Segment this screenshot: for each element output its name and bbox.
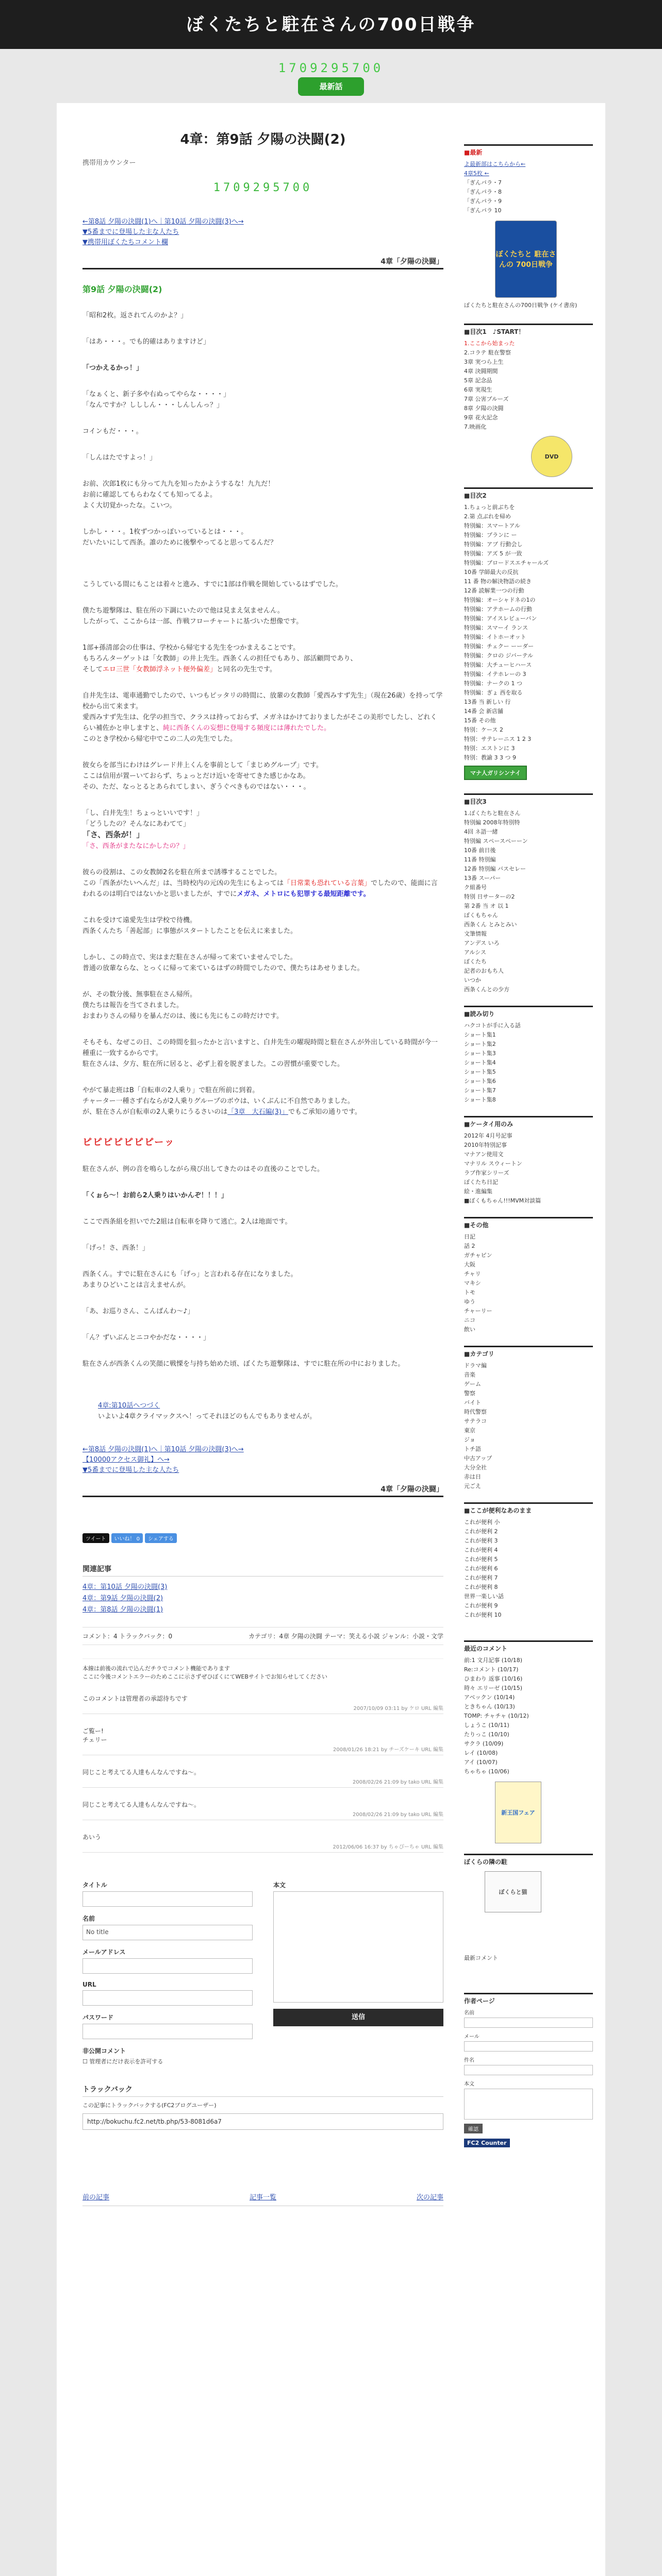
sidebar-toc3-title: ■目次3	[464, 793, 593, 806]
sidebar-item[interactable]: マナリル スウィートン	[464, 1160, 522, 1167]
sidebar-item[interactable]: ショート集4	[464, 1059, 496, 1066]
sidebar-item[interactable]: 特別編：チェクー ーーダー	[464, 643, 534, 650]
related-item[interactable]: 4章：第8話 夕陽の決闘(1)	[82, 1606, 163, 1614]
sidebar-item[interactable]: 元ごえ	[464, 1483, 481, 1489]
sidebar-item[interactable]: 特別編：ぎょ 西を取る	[464, 689, 523, 696]
sidebar-item[interactable]: 「ぎんパラ 10	[464, 207, 502, 214]
social-buttons	[82, 1533, 443, 1543]
sidebar-item[interactable]: バイト	[464, 1399, 481, 1406]
text: 1部+孫清部会の仕事は、学校から帰宅する先生をつかまえることです。 もちろんターゲットは「女教師」の井上先生。西条くんの担任でもあり、部活顧問であり、 そして	[82, 644, 357, 673]
sidebar-item[interactable]: アイ (10/07)	[464, 1759, 498, 1766]
sidebar-item[interactable]: 特別編 スペースペーーン	[464, 838, 528, 844]
sidebar-item[interactable]: 2012年 4月号記事	[464, 1132, 512, 1139]
thanks-link[interactable]: 【10000アクセス御礼】へ→	[82, 1456, 170, 1464]
promo-badge[interactable]: マナ人ガリシンナイ	[464, 766, 527, 780]
sidebar-item[interactable]: 第 2番 当 オ 以 1	[464, 903, 509, 909]
sidebar-item[interactable]: 6章 実現生	[464, 386, 492, 393]
sidebar-latest-list	[464, 160, 593, 215]
author-page-title: 作者ページ	[464, 1993, 593, 2005]
sidebar-useful-title: ■ここが便利なあのまま	[464, 1502, 593, 1515]
characters-link[interactable]: ▼5番までに登場した主な人たち	[82, 228, 179, 236]
latest-episode-button[interactable]: 最新話	[298, 77, 364, 96]
comment-text: 同じこと考えてる人達もんなんですね～。	[82, 1769, 201, 1776]
author-form-label: メール	[464, 2034, 479, 2040]
author-subject-input[interactable]	[464, 2065, 593, 2075]
paragraph: 駐在さんが、例の音を鳴らしながら飛び出してきたのはその直後のことでした。	[82, 1165, 324, 1173]
highlight-text: エロ三世「女教師浮ネット便外偏差」	[103, 666, 217, 673]
sidebar-item[interactable]: 西条くん とみとみい	[464, 921, 517, 928]
sidebar-item[interactable]: 特別編：アズ 5 が一致	[464, 550, 522, 557]
sidebar-item[interactable]: これが便利 4	[464, 1547, 498, 1553]
sidebar-item[interactable]: 記者のおもち人	[464, 968, 504, 974]
episode-heading: 第9話 夕陽の決闘(2)	[82, 284, 162, 294]
article-body	[82, 310, 443, 1422]
trackback-title: トラックバック	[82, 2084, 443, 2097]
paragraph: 僕たち遊撃隊は、駐在所の下調にいたので他は見まえ気ませんん。 したがって、ここからは一部、作戦フローチャートに基づいた想像です。	[82, 607, 303, 625]
shout-text: 「さ、西条が！」	[82, 830, 144, 839]
sidebar-item[interactable]: 特別編：大チューヒハース	[464, 662, 532, 668]
sidebar-item[interactable]: 8章 夕陽の決闘	[464, 405, 504, 412]
sidebar-item[interactable]: 9章 花火記念	[464, 414, 498, 421]
url-label: URL	[82, 1981, 96, 1988]
episode-nav-link[interactable]: ←第8話 夕陽の決闘(1)へ｜第10話 夕陽の決闘(3)へ→	[82, 1446, 244, 1453]
sidebar-item[interactable]: マナアン使用文	[464, 1151, 504, 1158]
paragraph: コインもだ・・・。	[82, 428, 143, 435]
sidebar-item[interactable]: ドラマ編	[464, 1362, 487, 1369]
sidebar-item[interactable]: 西条くんとの少方	[464, 986, 509, 993]
comments-notice: 本線は前後の流れで込んだチラでコメント機能であります ここに今後コメントエラーのためここに示さずぜひぼくにてWEBサイトでお知らせしてください	[82, 1665, 327, 1680]
sidebar-latest-title: ■最新	[464, 144, 593, 157]
sidebar-item[interactable]: しょうこ (10/11)	[464, 1722, 509, 1728]
sidebar-item[interactable]: 大阪	[464, 1261, 475, 1268]
sidebar-item[interactable]: これが便利 小	[464, 1519, 500, 1526]
title-input[interactable]	[82, 1891, 253, 1907]
comment-text: ご覧ー! チェリー	[82, 1727, 107, 1743]
title-label: タイトル	[82, 1882, 107, 1889]
sidebar-item[interactable]: 話 2	[464, 1243, 475, 1249]
sidebar-item[interactable]: 特別編：オーシャドネの1の	[464, 597, 536, 603]
trackback-url[interactable]: http://bokuchu.fc2.net/tb.php/53-8081d6a7	[82, 2113, 443, 2130]
paragraph: 「くぉら〜！お前ら2人乗りはいかんぞ！！！」	[82, 1192, 228, 1199]
sidebar-item[interactable]: これが便利 6	[464, 1565, 498, 1572]
paragraph: お前、次郎1枚にも分って九九を知ったかようするな！九九だ！ お前に確認してもらわなくても知ってるよ。 よく大切覚かったな。こいつ。	[82, 480, 275, 510]
author-name-input[interactable]	[464, 2018, 593, 2028]
sidebar-item[interactable]: 絵・進編集	[464, 1188, 492, 1195]
comment-footer[interactable]: 2008/02/26 21:09 by tako URL 編集	[82, 1777, 443, 1788]
sidebar-item[interactable]: 飲い	[464, 1326, 475, 1333]
like-button[interactable]: いいね！ 0	[111, 1533, 143, 1543]
sidebar-item[interactable]: 特別編：イトホーオット	[464, 634, 526, 640]
text: 「し、白井先生！ちょっといいです！」 「どうしたの？そんなにあわてて」	[82, 809, 204, 828]
index-link[interactable]: 記事一覧	[249, 2194, 276, 2201]
sidebar-item[interactable]: 14番 会 新店舗	[464, 708, 503, 715]
sidebar-item[interactable]: 音楽	[464, 1371, 475, 1378]
sidebar-item[interactable]: これが便利 2	[464, 1528, 498, 1535]
sidebar-item[interactable]: 特別編：クロの ジバーテル	[464, 652, 534, 659]
sidebar-item[interactable]: 2010年特別記事	[464, 1142, 507, 1148]
episode-nav-link[interactable]: ←第8話 夕陽の決闘(1)へ｜第10話 夕陽の決闘(3)へ→	[82, 218, 244, 226]
paragraph: 駐在さんが西条くんの笑顔に戦慄を与持ち始めた頃、ぼくたち遊撃隊は、すでに駐在所の中におりました。	[82, 1360, 405, 1368]
comment-text: あいう	[82, 1834, 102, 1841]
author-line: 携帯用カウンター	[82, 159, 136, 167]
sidebar-category-list	[464, 1361, 593, 1491]
paragraph: 「昭和2枚。返されてんのかよ？」	[82, 312, 188, 319]
paragraph: ここで西条組を担いでた2組は自転車を降りて逃亡。2人は地面です。	[82, 1218, 292, 1226]
sidebar-item[interactable]: アルシス	[464, 949, 486, 956]
sidebar	[464, 134, 593, 2147]
related-list	[82, 1582, 443, 1616]
paragraph: 「つかえるかっ！」	[82, 364, 143, 372]
sidebar-toc2-list	[464, 503, 593, 762]
related-item[interactable]: 4章：第10話 夕陽の決闘(3)	[82, 1583, 168, 1591]
paragraph: しかし、この時点で、実はまだ駐在さんが帰って来ていませんでした。 普通の放輩ならな、とっくに帰って来ているはずの時間でしたので、僕たちはあせりました。	[82, 954, 364, 972]
author-mail-input[interactable]	[464, 2041, 593, 2052]
sidebar-item[interactable]: サテラコ	[464, 1418, 487, 1425]
sidebar-item[interactable]: よ最新部はこちらから←	[464, 161, 526, 167]
site-title[interactable]: ぼくたちと駐在さんの700日戦争	[186, 14, 476, 35]
paragraph: しかし・・・。1枚ずつかっぽいっているとは・・・。 だいたいにして西条。誰のために後撃やってると思ってるんだ？	[82, 528, 277, 547]
sidebar-item[interactable]: ショート集1	[464, 1031, 496, 1038]
sidebar-toc1-list	[464, 339, 593, 432]
sidebar-item[interactable]: 11番 特別編	[464, 856, 496, 863]
next-entry-link[interactable]: 次の記事	[416, 2194, 443, 2201]
sidebar-item[interactable]: 10番 学師最大の反抗	[464, 569, 519, 575]
paragraph	[82, 1085, 443, 1117]
related-item[interactable]: 4章：第9話 夕陽の決闘(2)	[82, 1595, 163, 1602]
mobile-counter: 1709295700	[213, 181, 313, 194]
sidebar-item[interactable]: 特別編：ブロードスエチャールズ	[464, 560, 549, 566]
secret-checkbox[interactable]: ☐ 管理者にだけ表示を許可する	[82, 2058, 163, 2065]
paragraph: 西条くん。すでに駐在さんにも「げっ」と言われる存在になりました。 あまりひどいことは言えませんが。	[82, 1270, 297, 1289]
paragraph: 「あ、お巡りさん、こんばんわ〜♪」	[82, 1308, 194, 1315]
cat-illustration[interactable]: ぼくらと猫	[485, 1871, 541, 1912]
paragraph: 「はあ・・・。でも的確はありますけど」	[82, 338, 210, 346]
sidebar-item[interactable]: ぼくたち日記	[464, 1179, 498, 1185]
sidebar-item[interactable]: 12番 読解業一つの行動	[464, 587, 524, 594]
dvd-image[interactable]: DVD	[531, 436, 572, 477]
paragraph: そもそも、なぜこの日、この時間を狙ったかと言いますと、白井先生の曜現時間と駐在さんが外出している時間が今一種重に一致するからです。 駐在さんは、夕方、駐在所に居ると、必ず上着を脱ぎました。この習慣が重要でした。	[82, 1039, 438, 1068]
main-column	[82, 103, 443, 2206]
sidebar-item[interactable]: 特別編：イテホレーの 3	[464, 671, 526, 677]
paragraph	[82, 642, 443, 675]
comment-footer[interactable]: 2008/02/26 21:09 by tako URL 編集	[82, 1810, 443, 1820]
sidebar-item[interactable]: 特別：エストンに 3	[464, 745, 515, 752]
text: 自井先生は、電車通勤でしたので、いつもピッタリの時間に、放輩の女教師「愛西みすず先生」（現在26歳）を持って学校から出て来ます。 愛西みすず先生は、化学の担当で、クラスは持っておらず、メガネはかけておりましたがそこの美形でしたし、どれくらい補佐かと申しますと、	[82, 692, 443, 732]
category-info[interactable]: カテゴリ：4章 夕陽の決闘 テーマ：笑える小説 ジャンル：小説・文学	[248, 1633, 443, 1640]
category-bar[interactable]: 4章「夕陽の決闘」	[82, 256, 443, 269]
sidebar-item[interactable]: ハクコトが手に入る話	[464, 1022, 521, 1029]
sidebar-item[interactable]: ラブ作家シリーズ	[464, 1170, 509, 1176]
sidebar-item[interactable]: アベックン (10/14)	[464, 1694, 515, 1701]
prev-entry-link[interactable]: 前の記事	[82, 2194, 110, 2201]
text: と同名の先生です。	[217, 666, 276, 673]
sidebar-item[interactable]: 特別編：スマーイ ランス	[464, 624, 528, 631]
sidebar-item[interactable]: これが便利 7	[464, 1574, 498, 1581]
header	[0, 0, 662, 49]
sidebar-toc1-title: ■目次1 ♪START！	[464, 324, 593, 336]
sidebar-item[interactable]: これが便利 3	[464, 1537, 498, 1544]
related-title: 関連記事	[82, 1564, 443, 1577]
sidebar-item[interactable]: 特別編：プランに ー	[464, 532, 517, 538]
sidebar-item[interactable]: 警察	[464, 1390, 475, 1397]
sidebar-item[interactable]: ■ぼくもちゃん!!!MVM対談篇	[464, 1197, 541, 1204]
pager	[82, 2192, 443, 2206]
sidebar-item[interactable]: 大分全社	[464, 1464, 487, 1471]
share-button[interactable]: シェアする	[145, 1533, 177, 1543]
paragraph	[82, 808, 443, 852]
name-input[interactable]: No title	[82, 1925, 253, 1940]
sidebar-other-title: ■その他	[464, 1217, 593, 1229]
author-submit-button[interactable]: 確認	[464, 2124, 483, 2133]
sidebar-item[interactable]: 7章 公害プルーズ	[464, 396, 509, 402]
name-label: 名前	[82, 1915, 95, 1922]
mail-label: メールアドレス	[82, 1948, 126, 1956]
text: 彼らの役割は、この女教師2名を駐在所まで誘導することでした。 この「西条がたいへんだ」は、当時校内の元凶の先生にもよっては	[82, 869, 284, 887]
sidebar-item[interactable]: 特別：ケース 2	[464, 726, 503, 733]
comment-footer[interactable]: 2007/10/09 03:11 by ケロ URL 編集	[82, 1704, 443, 1714]
next-episode-link[interactable]: 4章:第10話へつづく	[98, 1402, 160, 1410]
sidebar-item[interactable]: ぼくたち	[464, 958, 487, 965]
sidebar-item[interactable]: ショート集8	[464, 1096, 496, 1103]
sidebar-item[interactable]: 5章 記念品	[464, 377, 492, 384]
comment-form	[82, 1873, 443, 2065]
tweet-button[interactable]: ツイート	[82, 1533, 109, 1543]
bottom-nav	[82, 1445, 443, 1476]
paragraph: 「なぁくと、新子多や右ぬってやらな・・・・」 「なんですか？しししん・・・しんしんっ？」	[82, 391, 230, 409]
comments-section	[82, 1658, 443, 1853]
comment-count[interactable]: コメント：4 トラックバック：0	[82, 1633, 173, 1640]
sidebar-item[interactable]: ショート集6	[464, 1078, 496, 1084]
sidebar-item[interactable]: レイ (10/08)	[464, 1750, 498, 1756]
sidebar-item[interactable]: 時代警察	[464, 1409, 487, 1415]
sidebar-item[interactable]: 1.ぼくたちと駐在さん	[464, 810, 521, 817]
paragraph: こうしている間にもことは着々と進み、すでに1部は作戦を開始しているはずでした。	[82, 581, 342, 588]
text: いよいよ4章クライマックスへ！ってそれほどのもんでもありませんが。	[98, 1413, 317, 1420]
comment-text: 同じこと考えてる人達もんなんですね～。	[82, 1801, 201, 1808]
sidebar-item[interactable]: 前:1 文月記事 (10/18)	[464, 1657, 522, 1664]
chapter-3-link[interactable]: 「3章 大石編(3)」	[227, 1108, 288, 1116]
sidebar-item[interactable]: 特別編 2008年特別特	[464, 819, 520, 826]
book-cover-image[interactable]: ぼくたちと 駐在さんの 700日戦争	[495, 221, 557, 298]
highlight-text: 「日常業も恐れている言葉」	[284, 879, 371, 887]
trackback-desc[interactable]: この記事にトラックバックする(FC2ブログユーザー)	[82, 2102, 217, 2109]
sidebar-item[interactable]: 12番 特別編 バスセレー	[464, 866, 526, 872]
sidebar-item[interactable]: ときちゃん (10/13)	[464, 1703, 515, 1710]
comment-footer[interactable]: 2008/01/26 18:21 by チーズケーキ URL 編集	[82, 1745, 443, 1755]
sidebar-item[interactable]: ジョ	[464, 1436, 475, 1443]
sidebar-item[interactable]: マキシ	[464, 1280, 481, 1286]
author-form-label: 本文	[464, 2081, 474, 2087]
paragraph: 「ん？ずいぶんとニコやかだな・・・・」	[82, 1334, 210, 1342]
sidebar-item[interactable]: 特別編：スマートアル	[464, 522, 521, 529]
paragraph: 「しんはたですよっ！」	[82, 454, 157, 462]
author-body-input[interactable]	[464, 2089, 593, 2120]
sidebar-item[interactable]: 7.映画化	[464, 423, 487, 430]
sidebar-item[interactable]: 1.ここから始まった	[464, 340, 515, 347]
sidebar-item[interactable]: ひまわり 返事 (10/16)	[464, 1675, 523, 1682]
text: このとき学校から帰宅中でこの二人の先生でした。	[82, 735, 237, 743]
sidebar-item[interactable]: 10番 前日後	[464, 847, 496, 854]
sidebar-item[interactable]: 特別編：アブ 行動会し	[464, 541, 523, 548]
sidebar-mobile-list	[464, 1131, 593, 1206]
sidebar-item[interactable]: これが便利 10	[464, 1612, 502, 1618]
sidebar-item[interactable]: これが便利 8	[464, 1584, 498, 1590]
paragraph	[82, 690, 443, 744]
sidebar-item[interactable]: 15番 その他	[464, 717, 496, 724]
page-container	[57, 103, 605, 2576]
sidebar-other-list	[464, 1232, 593, 1334]
text: でしたので、能面に言われるのは明白ではないかと思いましたが、すでに	[82, 879, 438, 898]
neighbor-title: ぼくらの隣の駐	[464, 1854, 593, 1866]
sidebar-item[interactable]: トチ語	[464, 1446, 481, 1452]
top-nav	[82, 217, 443, 248]
sidebar-item[interactable]: 特別：教諭 3 3 つ 9	[464, 754, 516, 761]
form-left	[82, 1873, 253, 2065]
sidebar-toc2-title: ■目次2	[464, 487, 593, 500]
sidebar-item[interactable]: 特別編：ナークの 1 つ	[464, 680, 522, 687]
sidebar-item[interactable]: これが便利 9	[464, 1602, 498, 1609]
category-bar[interactable]: 4章「夕陽の決闘」	[82, 1484, 443, 1497]
paragraph: これを受けて遠愛先生は学校で待機。 西条くんたち「善起部」に事態がスタートしたことを伝えに来ました。	[82, 917, 297, 935]
mail-input[interactable]	[82, 1958, 253, 1974]
sidebar-item[interactable]: ガチャピン	[464, 1252, 492, 1259]
sidebar-item[interactable]: ショート集3	[464, 1050, 496, 1057]
sidebar-item[interactable]: ちゃちゃ (10/06)	[464, 1768, 509, 1775]
fc2-counter-badge[interactable]: FC2 Counter	[464, 2139, 510, 2147]
sidebar-item[interactable]: サクラ (10/09)	[464, 1740, 504, 1747]
sidebar-item[interactable]: 2.コラテ 駐在警察	[464, 349, 511, 356]
text: でもご承知の通りです。	[288, 1108, 361, 1116]
highlight-text: 「さ、西条がまたなにかしたの？」	[82, 842, 190, 850]
password-input[interactable]	[82, 2024, 253, 2039]
comment-footer[interactable]: 2012/06/06 16:37 by ちゃぴーちゃ URL 編集	[82, 1842, 443, 1853]
author-form-label: 件名	[464, 2058, 474, 2063]
sidebar-item[interactable]: 「ぎんパラ・9	[464, 198, 502, 205]
sidebar-item[interactable]: 4回 ネ語一緒	[464, 828, 498, 835]
sidebar-item[interactable]: 3章 実つら上生	[464, 359, 504, 365]
sidebar-item[interactable]: たりっこ (10/10)	[464, 1731, 509, 1738]
sidebar-category-title: ■カテゴリ	[464, 1346, 593, 1358]
sidebar-item[interactable]: 東京	[464, 1427, 475, 1434]
sidebar-item[interactable]: 4章5枚 ←	[464, 170, 489, 177]
recent-comments-link[interactable]: 最新コメント	[464, 1955, 498, 1961]
paragraph: が、その数分後、無事駐在さん帰所。 僕たちは報告を当てされました。 おまわりさんの帰りを暴んだのは、後にも先にもこの時だけです。	[82, 991, 283, 1020]
sidebar-item[interactable]: 日記	[464, 1233, 475, 1240]
sidebar-item[interactable]: ゆう	[464, 1298, 475, 1305]
sidebar-item[interactable]: 特別編：アイスレビューバン	[464, 615, 537, 622]
mobile-comments-link[interactable]: ▼携帯用ぼくたちコメント欄	[82, 239, 168, 246]
recent-comments-list	[464, 1656, 593, 1776]
sidebar-oneshot-list	[464, 1021, 593, 1105]
sidebar-item[interactable]: これが便利 5	[464, 1556, 498, 1563]
author-form	[464, 2008, 593, 2133]
body-label: 本文	[273, 1882, 286, 1889]
sidebar-item[interactable]: 2.第 点ぶれを帰め	[464, 513, 511, 520]
whistle-text: ピピピピピピピーッ	[82, 1137, 175, 1148]
sidebar-item[interactable]: 「ぎんパラ・7	[464, 179, 502, 186]
text: やがて暴走班はB「自転車の2人乗り」で駐在所前に到着。 チャーター一種さず右ならが2人乗りグループのボウは、いくぶんに不自然でありました。 が、駐在さんが自転車の2人乗りにうるさいのは	[82, 1087, 354, 1116]
form-right	[273, 1873, 443, 2065]
sidebar-mobile-title: ■ケータイ用のみ	[464, 1116, 593, 1128]
access-counter: 1709295700	[278, 61, 384, 75]
url-input[interactable]	[82, 1990, 253, 2006]
sidebar-item[interactable]: 世界一楽しい話	[464, 1593, 504, 1600]
sidebar-item[interactable]: 中古アップ	[464, 1455, 492, 1462]
sidebar-item[interactable]: チャリ	[464, 1270, 481, 1277]
page-title: 4章：第9話 夕陽の決闘(2)	[180, 132, 346, 147]
sidebar-item[interactable]: 4章 決闘期間	[464, 368, 498, 375]
sidebar-item[interactable]: 時々 エリーゼ (10/15)	[464, 1685, 523, 1691]
sidebar-item[interactable]: ゲーム	[464, 1381, 481, 1387]
sidebar-item[interactable]: ショート集7	[464, 1087, 496, 1094]
comment-text: このコメントは管理者の承認待ちです	[82, 1695, 188, 1702]
paragraph	[82, 867, 443, 900]
paragraph: 「げっ！さ、西条！」	[82, 1244, 149, 1252]
sidebar-item[interactable]: ぼくもちゃん	[464, 912, 498, 919]
sidebar-item[interactable]: ショート集2	[464, 1041, 496, 1047]
sidebar-item[interactable]: 特別：サテレーニス 1 2 3	[464, 736, 532, 742]
sidebar-item[interactable]: アンデス いろ	[464, 940, 500, 946]
sidebar-item[interactable]: いつか	[464, 977, 481, 984]
sidebar-oneshot-title: ■読み切り	[464, 1006, 593, 1018]
paragraph: 彼女らを部当にわけはグレード井上くんを事前として「まじめグループ」です。 ここは信用が置ーいておらず、ちょっとだけ近いを寄せてきた感じかなあ。 その、ただ、なっとるとあられてしまい、ぎうぐべきものではない・・・。	[82, 761, 323, 791]
sidebar-item[interactable]: 11 番 物の解決物語の続き	[464, 578, 532, 585]
highlight-text: 純に西条くんの妄想に登場する頻度には薄れたでした。	[163, 724, 331, 732]
paragraph	[82, 1400, 443, 1422]
body-textarea[interactable]	[273, 1891, 443, 2003]
sidebar-item[interactable]: 特別編：アテホームの行動	[464, 606, 532, 613]
secret-label: 非公開コメント	[82, 2047, 126, 2055]
entry-meta	[82, 1627, 443, 1645]
sidebar-item[interactable]: TOMP: チャチャ (10/12)	[464, 1713, 529, 1719]
sidebar-item[interactable]: 1.ちょっと前ぶちを	[464, 504, 515, 511]
sidebar-item[interactable]: 13番 スーパー	[464, 875, 501, 882]
sidebar-item[interactable]: 赤は日	[464, 1473, 481, 1480]
sidebar-item[interactable]: 13番 当 新しい 行	[464, 699, 511, 705]
password-label: パスワード	[82, 2014, 114, 2021]
author-form-label: 名前	[464, 2010, 474, 2016]
sidebar-item[interactable]: ク組番号	[464, 884, 487, 891]
sidebar-item[interactable]: 特別 日サーターの2	[464, 893, 515, 900]
recent-comments-title: 最近のコメント	[464, 1640, 593, 1653]
highlight-text: メガネ、メトロにも犯罪する最短距離です。	[237, 890, 370, 898]
sidebar-item[interactable]: 文筆情報	[464, 930, 487, 937]
sidebar-item[interactable]: トモ	[464, 1289, 475, 1296]
sidebar-item[interactable]: 「ぎんパラ・8	[464, 189, 502, 195]
sidebar-item[interactable]: チャーリー	[464, 1308, 492, 1314]
characters-link[interactable]: ▼5番までに登場した主な人たち	[82, 1466, 179, 1474]
fair-banner[interactable]: 新王国フェア	[495, 1782, 541, 1843]
sidebar-item[interactable]: ショート集5	[464, 1069, 496, 1075]
sidebar-item[interactable]: ニコ	[464, 1317, 475, 1324]
sidebar-useful-list	[464, 1518, 593, 1620]
secret-checkbox-label: 管理者にだけ表示を許可する	[89, 2058, 163, 2065]
sidebar-item[interactable]: Re:コメント (10/17)	[464, 1666, 519, 1673]
submit-button[interactable]: 送信	[273, 2009, 443, 2026]
book-caption[interactable]: ぼくたちと駐在さんの700日戦争 (ケイ書房)	[464, 302, 577, 309]
sidebar-toc3-list	[464, 809, 593, 994]
